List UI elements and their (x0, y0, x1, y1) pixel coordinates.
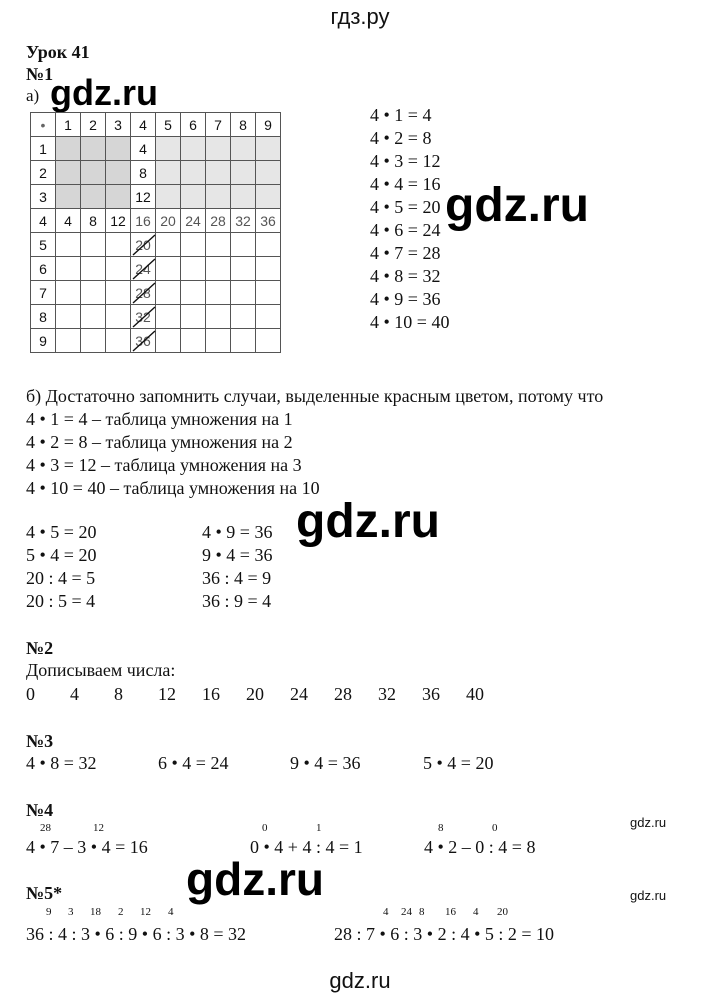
equation: 4 • 5 = 20 (370, 197, 441, 217)
table-cell (156, 185, 181, 209)
table-cell (256, 257, 281, 281)
multiplication-table (30, 112, 281, 353)
table-cell: 1 (56, 113, 81, 137)
sequence-number: 12 (158, 684, 176, 704)
order-mark: 3 (68, 906, 74, 918)
equation: 4 • 5 = 20 (26, 522, 97, 542)
equation: 36 : 9 = 4 (202, 591, 272, 611)
sequence-number: 8 (114, 684, 123, 704)
equation: 36 : 4 = 9 (202, 568, 272, 588)
equation: 4 • 9 = 36 (202, 522, 273, 542)
table-cell (56, 161, 81, 185)
part-b-line: 4 • 1 = 4 – таблица умножения на 1 (26, 409, 293, 429)
table-cell: 12 (106, 209, 131, 233)
task1-part-a: а) (26, 86, 40, 105)
order-mark: 4 (383, 906, 389, 918)
equation: 4 • 1 = 4 (370, 105, 432, 125)
task1-number: №1 (26, 64, 54, 84)
equation: 9 • 4 = 36 (202, 545, 273, 565)
table-cell (56, 185, 81, 209)
table-cell (181, 305, 206, 329)
watermark-1: gdz.ru (50, 72, 158, 113)
table-cell (56, 305, 81, 329)
table-cell: 4 (131, 137, 156, 161)
table-cell (156, 233, 181, 257)
table-row (31, 305, 281, 329)
table-cell: 16 (131, 209, 156, 233)
task3-number: №3 (26, 731, 54, 751)
table-cell (156, 137, 181, 161)
table-cell (56, 329, 81, 353)
table-cell (206, 305, 231, 329)
table-cell: 2 (31, 161, 56, 185)
table-cell: 24 (181, 209, 206, 233)
task3-eq-3: 9 • 4 = 36 (290, 753, 361, 773)
task3-eq-4: 5 • 4 = 20 (423, 753, 494, 773)
order-mark: 0 (262, 822, 268, 834)
table-cell (181, 257, 206, 281)
table-cell (206, 233, 231, 257)
table-cell (81, 329, 106, 353)
table-cell (256, 305, 281, 329)
task3-eq-1: 4 • 8 = 32 (26, 753, 97, 773)
watermark-3: gdz.ru (296, 495, 440, 548)
table-cell (106, 161, 131, 185)
table-cell (106, 137, 131, 161)
order-mark: 4 (473, 906, 479, 918)
part-b-lines (26, 409, 320, 501)
table-cell (206, 161, 231, 185)
table-cell: 4 (131, 113, 156, 137)
equation: 5 • 4 = 20 (26, 545, 97, 565)
number-sequence (26, 684, 506, 705)
table-cell: 6 (181, 113, 206, 137)
part-b-line: 4 • 10 = 40 – таблица умножения на 10 (26, 478, 320, 498)
watermark-4: gdz.ru (186, 853, 324, 905)
footer-site: gdz.ru (329, 968, 391, 993)
table-cell: 3 (31, 185, 56, 209)
order-marks (383, 906, 517, 918)
table-cell (206, 137, 231, 161)
table-row (31, 329, 281, 353)
order-mark: 12 (93, 822, 104, 834)
table-cell (156, 257, 181, 281)
part-b-text: б) Достаточно запомнить случаи, выделенные красным цветом, потому что (26, 386, 604, 406)
table-cell (181, 137, 206, 161)
strike-mark (131, 281, 157, 305)
order-mark: 1 (316, 822, 322, 834)
sequence-number: 32 (378, 684, 396, 704)
table-cell (206, 281, 231, 305)
task2-number: №2 (26, 638, 54, 658)
table-cell: 4 (31, 209, 56, 233)
table-cell (56, 233, 81, 257)
table-cell (181, 281, 206, 305)
table-cell (181, 161, 206, 185)
table-cell: 8 (81, 209, 106, 233)
sequence-number: 20 (246, 684, 264, 704)
table-cell (256, 233, 281, 257)
table-cell (231, 305, 256, 329)
equation: 4 • 8 = 32 (370, 266, 441, 286)
table-cell (231, 233, 256, 257)
task4-expr-3: 4 • 2 – 0 : 4 = 8 (424, 837, 536, 857)
table-cell-value: 32 (135, 308, 151, 325)
sequence-number: 0 (26, 684, 35, 704)
table-cell (131, 257, 156, 281)
strike-mark (131, 257, 157, 281)
right-equations (202, 522, 272, 614)
table-cell (156, 161, 181, 185)
table-cell: 8 (231, 113, 256, 137)
sequence-number: 28 (334, 684, 352, 704)
table-row (31, 257, 281, 281)
table-cell (81, 305, 106, 329)
table-cell: 3 (106, 113, 131, 137)
sequence-number: 40 (466, 684, 484, 704)
table-cell (256, 185, 281, 209)
equation: 4 • 10 = 40 (370, 312, 450, 332)
lesson-title: Урок 41 (26, 42, 90, 62)
table-cell: • (31, 113, 56, 137)
task4-expr-1: 4 • 7 – 3 • 4 = 16 (26, 837, 148, 857)
table-cell: 32 (231, 209, 256, 233)
table-cell (131, 281, 156, 305)
table-cell: 4 (56, 209, 81, 233)
table-cell (56, 281, 81, 305)
table-row (31, 161, 281, 185)
order-mark: 18 (90, 906, 101, 918)
table-cell (106, 257, 131, 281)
table-cell (181, 233, 206, 257)
order-mark: 12 (140, 906, 151, 918)
order-mark: 24 (401, 906, 412, 918)
table-cell (56, 257, 81, 281)
table-cell (156, 305, 181, 329)
table-cell (106, 329, 131, 353)
strike-mark (131, 329, 157, 353)
equation: 20 : 5 = 4 (26, 591, 96, 611)
table-cell-value: 20 (135, 236, 151, 253)
table-cell (231, 329, 256, 353)
order-mark: 8 (438, 822, 444, 834)
table-cell (256, 329, 281, 353)
part-b-line: 4 • 2 = 8 – таблица умножения на 2 (26, 432, 293, 452)
table-cell: 2 (81, 113, 106, 137)
part-b-line: 4 • 3 = 12 – таблица умножения на 3 (26, 455, 302, 475)
equation: 4 • 6 = 24 (370, 220, 441, 240)
task2-intro: Дописываем числа: (26, 660, 176, 680)
table-cell (131, 233, 156, 257)
table-cell (206, 329, 231, 353)
equation: 4 • 9 = 36 (370, 289, 441, 309)
table-row (31, 281, 281, 305)
table-row (31, 185, 281, 209)
table-cell (206, 185, 231, 209)
table-cell (131, 305, 156, 329)
table-cell: 7 (31, 281, 56, 305)
table-row (31, 113, 281, 137)
equations-list (370, 105, 449, 335)
table-cell (81, 257, 106, 281)
sequence-number: 4 (70, 684, 79, 704)
table-cell: 36 (256, 209, 281, 233)
table-cell-value: 36 (135, 332, 151, 349)
task5-expr-1: 36 : 4 : 3 • 6 : 9 • 6 : 3 • 8 = 32 (26, 924, 247, 944)
table-cell (156, 329, 181, 353)
table-cell: 1 (31, 137, 56, 161)
table-cell: 8 (31, 305, 56, 329)
table-cell: 20 (156, 209, 181, 233)
sequence-number: 36 (422, 684, 440, 704)
table-cell: 9 (256, 113, 281, 137)
order-mark: 8 (419, 906, 425, 918)
order-mark: 2 (118, 906, 124, 918)
table-cell: 7 (206, 113, 231, 137)
equation: 4 • 7 = 28 (370, 243, 441, 263)
table-cell: 8 (131, 161, 156, 185)
table-cell: 5 (156, 113, 181, 137)
order-mark: 20 (497, 906, 508, 918)
table-cell (81, 281, 106, 305)
task5-expr-2: 28 : 7 • 6 : 3 • 2 : 4 • 5 : 2 = 10 (334, 924, 555, 944)
table-cell (231, 161, 256, 185)
table-cell: 5 (31, 233, 56, 257)
table-cell (156, 281, 181, 305)
equation: 4 • 4 = 16 (370, 174, 441, 194)
table-cell: 28 (206, 209, 231, 233)
order-mark: 16 (445, 906, 456, 918)
sequence-number: 16 (202, 684, 220, 704)
strike-mark (131, 305, 157, 329)
table-cell (106, 305, 131, 329)
table-cell (256, 281, 281, 305)
order-marks (46, 906, 184, 918)
watermark-small-1: gdz.ru (630, 815, 667, 830)
order-mark: 4 (168, 906, 174, 918)
task4-number: №4 (26, 800, 54, 820)
table-cell: 12 (131, 185, 156, 209)
task5-number: №5* (26, 883, 63, 903)
table-cell (181, 185, 206, 209)
sequence-number: 24 (290, 684, 308, 704)
table-cell: 9 (31, 329, 56, 353)
equation: 20 : 4 = 5 (26, 568, 96, 588)
table-cell-value: 24 (135, 260, 151, 277)
header-site: гдз.ру (330, 4, 390, 29)
table-cell (206, 257, 231, 281)
table-cell (231, 137, 256, 161)
table-cell-value: 28 (135, 284, 151, 301)
watermark-small-2: gdz.ru (630, 888, 667, 903)
table-cell (231, 257, 256, 281)
order-mark: 0 (492, 822, 498, 834)
table-cell (256, 137, 281, 161)
table-cell (81, 137, 106, 161)
table-cell (256, 161, 281, 185)
table-cell: 6 (31, 257, 56, 281)
table-cell (131, 329, 156, 353)
equation: 4 • 3 = 12 (370, 151, 441, 171)
table-row (31, 209, 281, 233)
table-cell (231, 185, 256, 209)
table-cell (56, 137, 81, 161)
left-equations (26, 522, 96, 614)
table-cell (106, 233, 131, 257)
table-cell (81, 161, 106, 185)
table-cell (106, 185, 131, 209)
task3-eq-2: 6 • 4 = 24 (158, 753, 229, 773)
task4-expr-2: 0 • 4 + 4 : 4 = 1 (250, 837, 363, 857)
table-row (31, 233, 281, 257)
table-cell (81, 185, 106, 209)
watermark-2: gdz.ru (445, 179, 589, 232)
table-cell (106, 281, 131, 305)
equation: 4 • 2 = 8 (370, 128, 432, 148)
order-mark: 9 (46, 906, 52, 918)
order-mark: 28 (40, 822, 51, 834)
table-cell (81, 233, 106, 257)
table-cell (231, 281, 256, 305)
table-cell (181, 329, 206, 353)
table-row (31, 137, 281, 161)
strike-mark (131, 233, 157, 257)
